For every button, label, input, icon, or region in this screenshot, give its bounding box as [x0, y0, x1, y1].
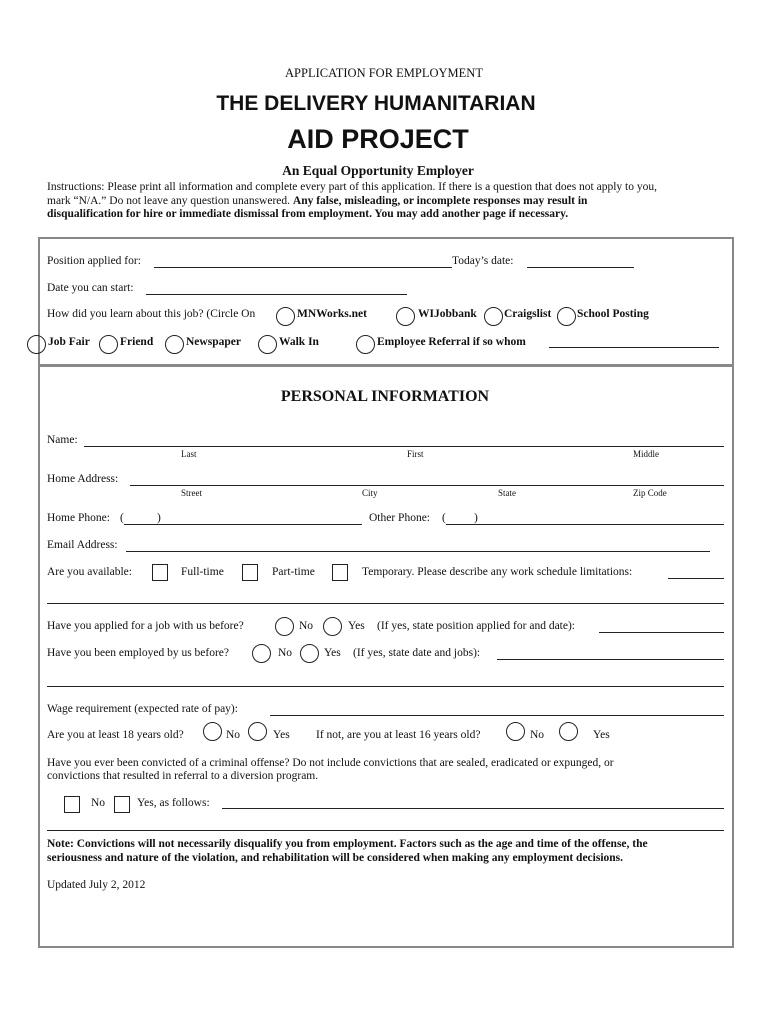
applied-details-input[interactable] [599, 632, 724, 633]
name-input[interactable] [84, 446, 724, 447]
age18-yes-circle[interactable] [248, 722, 267, 741]
name-last-caption: Last [181, 449, 197, 459]
position-input[interactable] [154, 267, 452, 268]
personal-info-heading: PERSONAL INFORMATION [280, 388, 490, 405]
source-walkin-circle[interactable] [258, 335, 277, 354]
conviction-question-1: Have you ever been convicted of a criminal offense? Do not include convictions that are sealed, eradicated or expunged, or [47, 757, 614, 769]
age16-label: If not, are you at least 16 years old? [316, 729, 481, 741]
source-friend-label: Friend [120, 336, 154, 348]
fulltime-checkbox[interactable] [152, 564, 168, 581]
other-phone-input[interactable] [446, 524, 724, 525]
age16-yes-circle[interactable] [559, 722, 578, 741]
org-name-line2: AID PROJECT [287, 124, 469, 154]
learn-about-label: How did you learn about this job? (Circle On [47, 308, 256, 320]
conviction-details-input[interactable] [222, 808, 724, 809]
source-newspaper-circle[interactable] [165, 335, 184, 354]
home-phone-paren-close: ) [157, 512, 161, 524]
other-phone-paren-open: ( [442, 512, 446, 524]
age16-no-circle[interactable] [506, 722, 525, 741]
address-state-caption: State [498, 488, 516, 498]
convictions-note-1: Note: Convictions will not necessarily disqualify you from employment. Factors such as the age and time of the offense, the [47, 838, 648, 850]
section-divider [47, 830, 724, 831]
availability-label: Are you available: [47, 566, 132, 578]
todays-date-label: Today’s date: [452, 255, 514, 267]
source-newspaper-label: Newspaper [186, 336, 241, 348]
schedule-limitations-input-2[interactable] [47, 603, 724, 604]
source-friend-circle[interactable] [99, 335, 118, 354]
applied-note: (If yes, state position applied for and date): [377, 620, 575, 632]
employed-no-label: No [278, 647, 293, 659]
start-date-label: Date you can start: [47, 282, 134, 294]
temporary-label: Temporary. Please describe any work schedule limitations: [362, 566, 633, 578]
applied-no-label: No [299, 620, 314, 632]
form-title: APPLICATION FOR EMPLOYMENT [285, 66, 483, 80]
age18-no-label: No [226, 729, 241, 741]
age18-yes-label: Yes [273, 729, 290, 741]
employed-note: (If yes, state date and jobs): [353, 647, 481, 659]
schedule-limitations-input[interactable] [668, 578, 724, 579]
applied-no-circle[interactable] [275, 617, 294, 636]
conviction-yes-label: Yes, as follows: [137, 797, 210, 809]
conviction-no-label: No [91, 797, 106, 809]
fulltime-label: Full-time [181, 566, 224, 578]
source-mnworks-label: MNWorks.net [297, 308, 367, 320]
address-street-caption: Street [181, 488, 202, 498]
source-craigslist-circle[interactable] [484, 307, 503, 326]
org-name-line1: THE DELIVERY HUMANITARIAN [216, 92, 536, 115]
employed-details-input[interactable] [497, 659, 724, 660]
source-referral-label: Employee Referral if so whom [377, 336, 526, 348]
conviction-question-2: convictions that resulted in referral to a diversion program. [47, 770, 319, 782]
instructions-bold: Any false, misleading, or incomplete responses may result in [292, 195, 588, 207]
source-walkin-label: Walk In [279, 336, 319, 348]
age18-no-circle[interactable] [203, 722, 222, 741]
instructions-plain: mark “N/A.” Do not leave any question unanswered. [47, 195, 293, 207]
name-first-caption: First [407, 449, 424, 459]
other-phone-label: Other Phone: [369, 512, 431, 524]
temporary-checkbox[interactable] [332, 564, 348, 581]
employed-no-circle[interactable] [252, 644, 271, 663]
employed-before-label: Have you been employed by us before? [47, 647, 230, 659]
age16-no-label: No [530, 729, 545, 741]
source-wijobbank-label: WIJobbank [418, 308, 477, 320]
home-phone-label: Home Phone: [47, 512, 110, 524]
other-phone-paren-close: ) [474, 512, 478, 524]
instructions-line-3: disqualification for hire or immediate dismissal from employment. You may add another page if necessary. [47, 208, 569, 220]
referral-name-input[interactable] [549, 347, 719, 348]
employed-details-input-2[interactable] [47, 686, 724, 687]
home-phone-input[interactable] [124, 524, 362, 525]
name-middle-caption: Middle [633, 449, 659, 459]
applied-yes-circle[interactable] [323, 617, 342, 636]
applied-yes-label: Yes [348, 620, 365, 632]
parttime-checkbox[interactable] [242, 564, 258, 581]
start-date-input[interactable] [146, 294, 407, 295]
position-label: Position applied for: [47, 255, 141, 267]
convictions-note-2: seriousness and nature of the violation, and rehabilitation will be considered when making any employment decisions. [47, 852, 624, 864]
home-address-label: Home Address: [47, 473, 119, 485]
eoe-statement: An Equal Opportunity Employer [282, 163, 474, 178]
source-wijobbank-circle[interactable] [396, 307, 415, 326]
applied-before-label: Have you applied for a job with us before? [47, 620, 244, 632]
name-label: Name: [47, 434, 78, 446]
source-jobfair-label: Job Fair [48, 336, 90, 348]
wage-input[interactable] [270, 715, 724, 716]
address-zip-caption: Zip Code [633, 488, 667, 498]
source-mnworks-circle[interactable] [276, 307, 295, 326]
employed-yes-circle[interactable] [300, 644, 319, 663]
age18-label: Are you at least 18 years old? [47, 729, 184, 741]
parttime-label: Part-time [272, 566, 315, 578]
home-phone-paren-open: ( [120, 512, 124, 524]
wage-label: Wage requirement (expected rate of pay): [47, 703, 238, 715]
instructions-line-1: Instructions: Please print all information and complete every part of this application. If there is a question that does not apply to you, [47, 181, 657, 193]
updated-date: Updated July 2, 2012 [47, 879, 146, 891]
address-city-caption: City [362, 488, 378, 498]
todays-date-input[interactable] [527, 267, 634, 268]
source-referral-circle[interactable] [356, 335, 375, 354]
home-address-input[interactable] [130, 485, 724, 486]
instructions-line-2 [47, 195, 587, 207]
source-school-label: School Posting [577, 308, 649, 320]
source-jobfair-circle[interactable] [27, 335, 46, 354]
email-label: Email Address: [47, 539, 118, 551]
source-craigslist-label: Craigslist [504, 308, 552, 320]
age16-yes-label: Yes [593, 729, 610, 741]
conviction-yes-checkbox[interactable] [114, 796, 130, 813]
conviction-no-checkbox[interactable] [64, 796, 80, 813]
employed-yes-label: Yes [324, 647, 341, 659]
source-school-circle[interactable] [557, 307, 576, 326]
email-input[interactable] [126, 551, 710, 552]
